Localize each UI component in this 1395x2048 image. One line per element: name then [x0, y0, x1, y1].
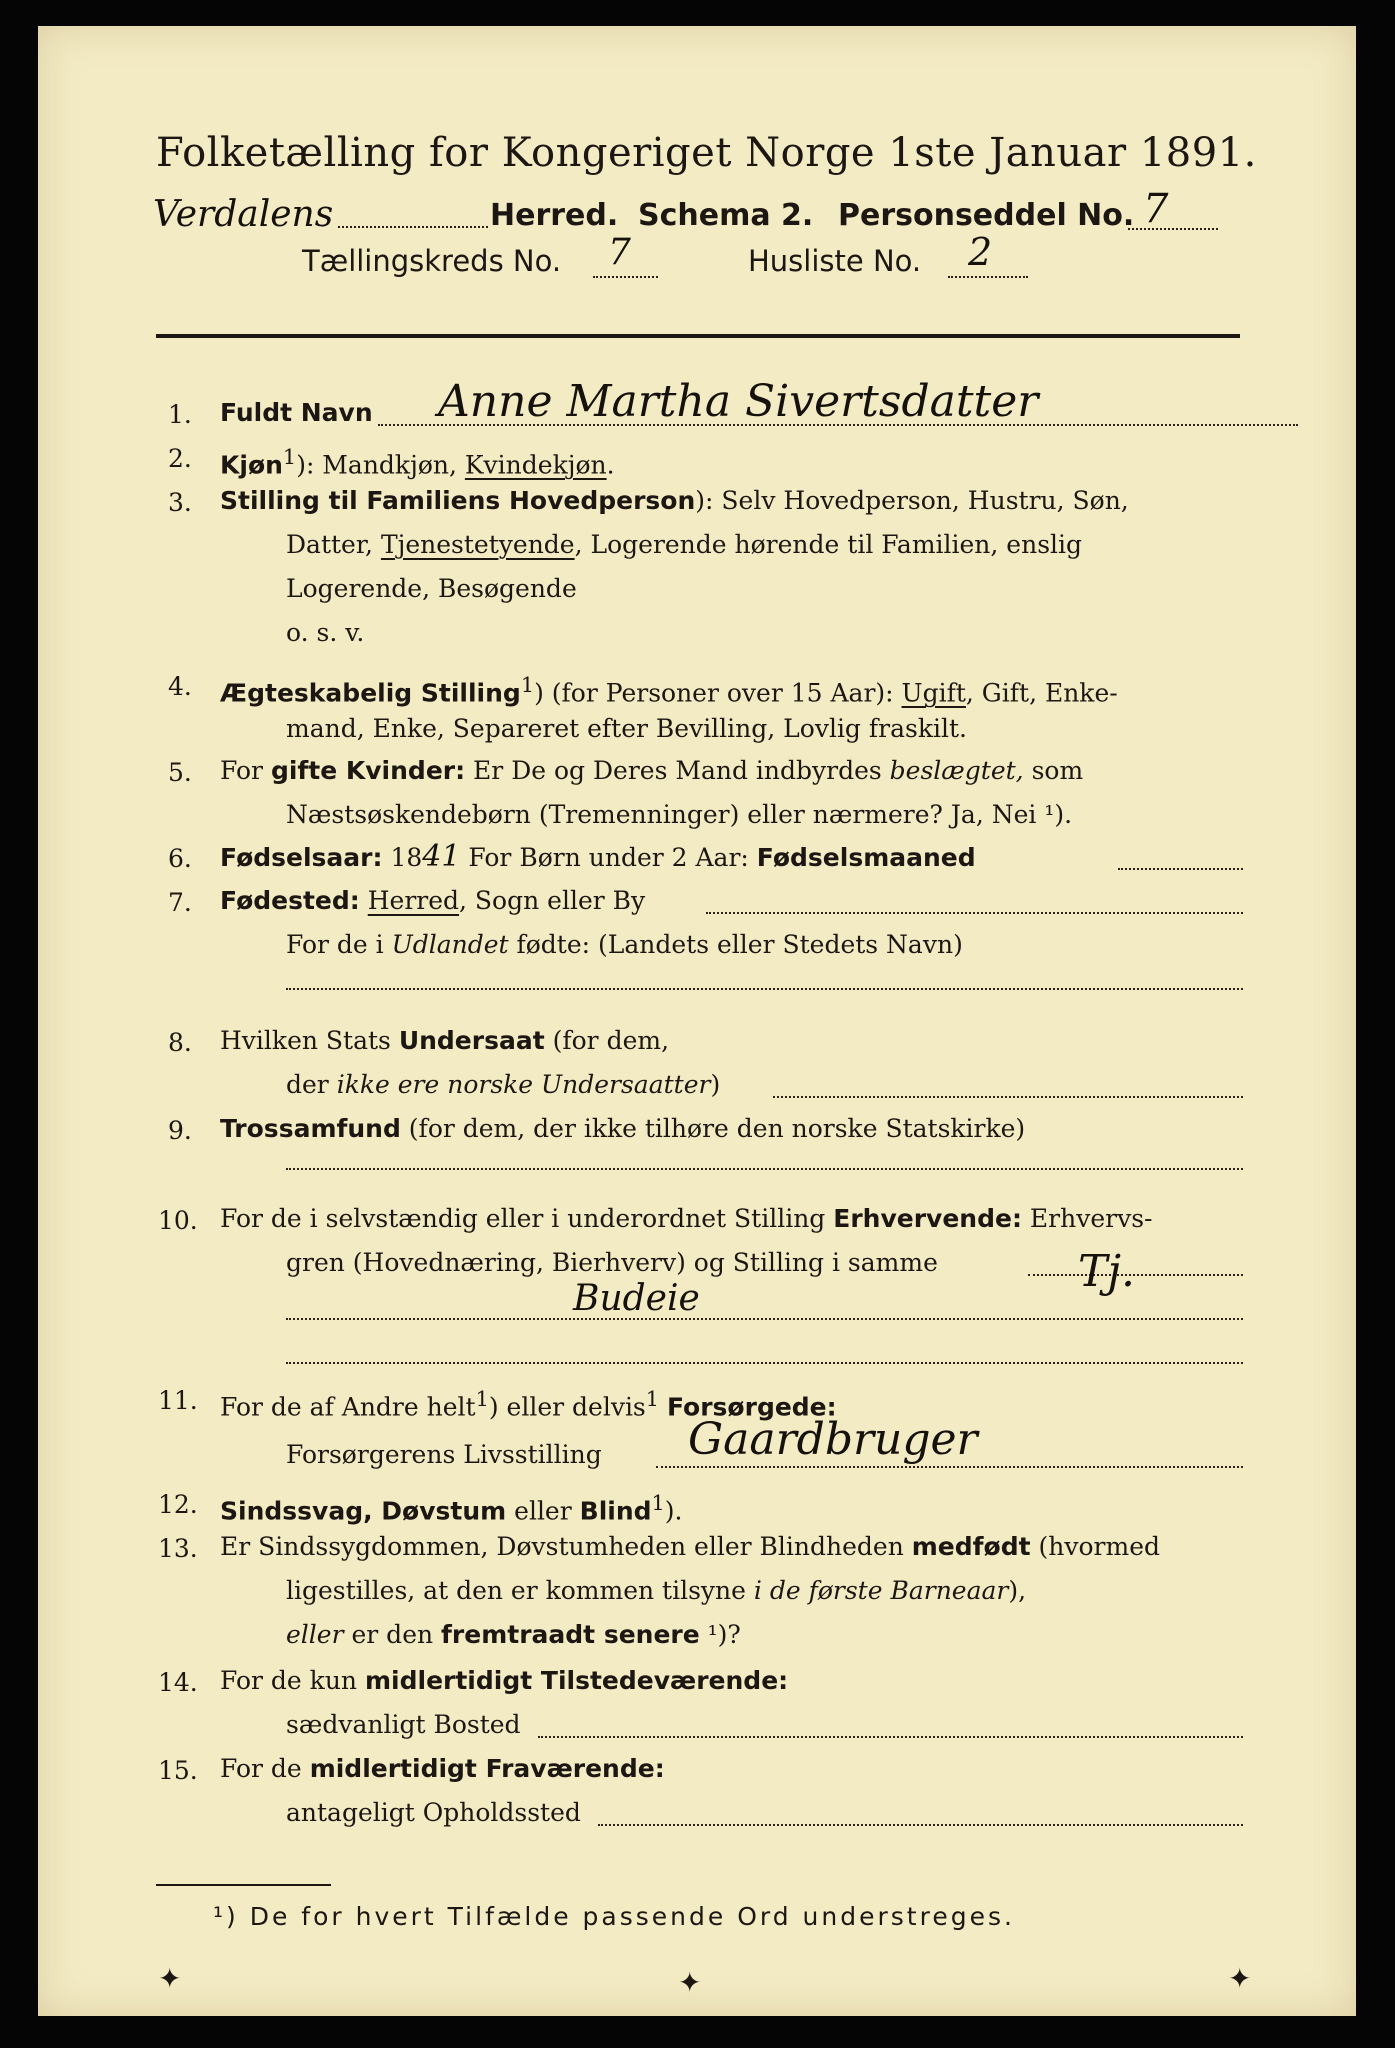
- item-2-underlined: Kvindekjøn: [464, 450, 607, 480]
- personseddel-label: Personseddel No.: [838, 198, 1135, 233]
- item-7-text2i: Udlandet: [391, 930, 509, 959]
- item-1-label: Fuldt Navn: [220, 398, 373, 427]
- item-14-dotline: [538, 1736, 1243, 1738]
- personseddel-value: 7: [1143, 186, 1169, 232]
- item-13-text3i: eller: [286, 1620, 344, 1649]
- item-10-dotline-2: [286, 1318, 1243, 1320]
- schema-label: Schema 2.: [638, 198, 814, 233]
- item-12-text: eller: [506, 1496, 580, 1526]
- item-4-underlined: Ugift: [901, 678, 966, 708]
- item-4-line-1: [220, 670, 1118, 708]
- footnote: ¹) De for hvert Tilfælde passende Ord understreges.: [213, 1902, 1015, 1931]
- item-12-end: ).: [664, 1496, 683, 1526]
- item-13-text3a: er den: [343, 1620, 442, 1649]
- item-7-text2a: For de i: [286, 930, 392, 959]
- item-2-sup: 1: [282, 445, 297, 469]
- item-1-value: Anne Martha Sivertsdatter: [438, 376, 1039, 427]
- item-10-dotline-3: [286, 1362, 1243, 1364]
- item-11-sup: 1: [475, 1387, 489, 1411]
- item-7-text2b: fødte: (Landets eller Stedets Navn): [508, 930, 963, 959]
- item-12-number: 12.: [158, 1490, 198, 1519]
- item-14-line-1: [220, 1666, 788, 1696]
- item-3-label: Stilling til Familiens Hovedperson: [220, 486, 696, 515]
- item-9-label: Trossamfund: [220, 1114, 401, 1143]
- item-10-value-1: Budeie: [573, 1278, 700, 1319]
- item-5-text1a: For: [220, 756, 271, 785]
- item-4-sup: 1: [520, 673, 535, 697]
- item-11-text1a: For de af Andre helt: [220, 1392, 476, 1422]
- item-10-value-2: Tj.: [1078, 1246, 1135, 1297]
- item-12-sup: 1: [651, 1491, 665, 1515]
- item-12-label2: Blind: [579, 1496, 652, 1526]
- item-15-line-1: [220, 1754, 665, 1784]
- item-8-text2b: ): [710, 1070, 721, 1099]
- item-15-number: 15.: [158, 1756, 198, 1785]
- item-6-number: 6.: [168, 844, 192, 873]
- item-4-line-2: mand, Enke, Separeret efter Bevilling, Lovlig fraskilt.: [286, 714, 967, 743]
- item-3-underlined: Tjenestetyende: [380, 530, 575, 559]
- item-2-number: 2.: [168, 444, 192, 473]
- item-3-line-3: Logerende, Besøgende: [286, 574, 577, 603]
- item-13-line-3: [286, 1620, 741, 1650]
- item-15-text1a: For de: [220, 1754, 310, 1783]
- herred-dotline: [338, 226, 488, 228]
- item-2-line: [220, 442, 615, 480]
- item-10-line-1: [220, 1204, 1152, 1234]
- item-6-prefix: 18: [382, 843, 423, 872]
- item-15-dotline: [598, 1824, 1243, 1826]
- corner-mark-right-icon: ✦: [1228, 1962, 1252, 1995]
- personseddel-dotline: [1128, 228, 1218, 230]
- item-10-line-2: gren (Hovednæring, Bierhverv) og Stilling i samme: [286, 1248, 938, 1277]
- item-7-dotline-1: [706, 912, 1243, 914]
- item-13-text1a: Er Sindssygdommen, Døvstumheden eller Blindheden: [220, 1532, 912, 1561]
- item-7-number: 7.: [168, 888, 192, 917]
- item-15-line-2: antageligt Opholdssted: [286, 1798, 581, 1827]
- item-5-text1b: Er De og Deres Mand indbyrdes: [465, 756, 890, 785]
- item-3-line-1: [220, 486, 1129, 516]
- item-11-line-2: Forsørgerens Livsstilling: [286, 1440, 602, 1469]
- item-9-text: (for dem, der ikke tilhøre den norske Statskirke): [400, 1114, 1026, 1143]
- item-6-dotline: [1118, 868, 1243, 870]
- item-11-label: Forsørgede:: [666, 1392, 837, 1422]
- item-2-text: ): Mandkjøn,: [296, 450, 465, 480]
- item-10-label: Erhvervende:: [833, 1204, 1022, 1233]
- herred-label: Herred.: [490, 198, 619, 233]
- item-3-text1: ): Selv Hovedperson, Hustru, Søn,: [695, 486, 1129, 515]
- item-10-text1a: For de i selvstændig eller i underordnet Stilling: [220, 1204, 834, 1233]
- item-5-text1c: som: [1023, 756, 1084, 785]
- item-13-text2i: i de første Barneaar: [753, 1576, 1009, 1605]
- item-10-dotline-1: [1028, 1274, 1243, 1276]
- item-8-number: 8.: [168, 1028, 192, 1057]
- item-11-text1b: ) eller delvis: [488, 1392, 646, 1422]
- item-9-number: 9.: [168, 1116, 192, 1145]
- item-6-label2: Fødselsmaaned: [756, 843, 976, 872]
- item-12-line: [220, 1488, 683, 1526]
- item-3-text2b: , Logerende hørende til Familien, enslig: [574, 530, 1083, 559]
- item-8-line-2: [286, 1070, 720, 1100]
- item-11-value: Gaardbruger: [688, 1414, 978, 1465]
- item-1-number: 1.: [168, 400, 192, 429]
- item-5-line-1: [220, 756, 1083, 786]
- item-8-line-1: [220, 1026, 669, 1056]
- item-13-text1b: (hvormed: [1030, 1532, 1160, 1561]
- item-12-label: Sindssvag, Døvstum: [220, 1496, 507, 1526]
- item-14-number: 14.: [158, 1668, 198, 1697]
- item-6-value: 41: [422, 839, 461, 874]
- item-15-label: midlertidigt Fraværende:: [309, 1754, 665, 1783]
- item-8-label: Undersaat: [398, 1026, 545, 1055]
- item-13-line-2: [286, 1576, 1026, 1606]
- item-11-sup-2: 1: [645, 1387, 660, 1411]
- item-10-number: 10.: [158, 1206, 198, 1235]
- item-4-text1a: ) (for Personer over 15 Aar):: [534, 678, 902, 708]
- item-10-text1b: Erhvervs-: [1021, 1204, 1153, 1233]
- item-14-line-2: sædvanligt Bosted: [286, 1710, 521, 1739]
- item-8-text2a: der: [286, 1070, 337, 1099]
- item-14-text1a: For de kun: [220, 1666, 365, 1695]
- item-7-text: , Sogn eller By: [459, 886, 646, 915]
- form-title: Folketælling for Kongeriget Norge 1ste Januar 1891.: [156, 130, 1257, 176]
- item-11-number: 11.: [158, 1386, 198, 1415]
- item-13-number: 13.: [158, 1534, 198, 1563]
- corner-mark-left-icon: ✦: [158, 1962, 182, 1995]
- item-13-label2: fremtraadt senere: [441, 1620, 700, 1649]
- item-9-line: [220, 1114, 1025, 1144]
- item-4-label: Ægteskabelig Stilling: [220, 678, 521, 708]
- item-4-text1b: , Gift, Enke-: [965, 678, 1118, 708]
- item-8-text1b: (for dem,: [544, 1026, 670, 1055]
- item-6-line: [220, 839, 976, 874]
- husliste-label: Husliste No.: [748, 244, 922, 278]
- item-13-text3b: ¹)?: [699, 1620, 741, 1649]
- item-14-label: midlertidigt Tilstedeværende:: [364, 1666, 789, 1695]
- item-2-end: .: [606, 450, 615, 480]
- kreds-value: 7: [608, 232, 631, 273]
- herred-value: Verdalens: [153, 194, 334, 235]
- item-11-dotline: [656, 1466, 1243, 1468]
- item-7-dotline-2: [286, 988, 1243, 990]
- item-5-label: gifte Kvinder:: [270, 756, 466, 785]
- item-5-text1i: beslægtet,: [889, 756, 1024, 785]
- item-2-label: Kjøn: [220, 450, 283, 480]
- item-7-label: Fødested:: [220, 886, 360, 915]
- census-form-sheet: [38, 26, 1356, 2016]
- header-rule: [156, 334, 1240, 338]
- item-5-line-2: Næstsøskendebørn (Tremenninger) eller nærmere? Ja, Nei ¹).: [286, 800, 1073, 829]
- item-8-text1a: Hvilken Stats: [220, 1026, 399, 1055]
- item-6-label: Fødselsaar:: [220, 843, 383, 872]
- item-13-line-1: [220, 1532, 1160, 1562]
- item-3-number: 3.: [168, 488, 192, 517]
- item-7-underlined: Herred: [367, 886, 460, 915]
- husliste-value: 2: [968, 230, 993, 274]
- item-3-line-4: o. s. v.: [286, 618, 365, 647]
- corner-mark-center-icon: ✦: [678, 1966, 702, 1999]
- item-5-number: 5.: [168, 758, 192, 787]
- item-4-number: 4.: [168, 672, 192, 701]
- item-6-text: For Børn under 2 Aar:: [460, 843, 757, 872]
- kreds-dotline: [593, 276, 658, 278]
- item-7-line-2: [286, 930, 963, 960]
- item-9-dotline: [286, 1168, 1243, 1170]
- item-8-dotline: [773, 1096, 1243, 1098]
- item-8-text2i: ikke ere norske Undersaatter: [336, 1070, 711, 1099]
- footnote-rule: [156, 1884, 331, 1886]
- item-3-line-2: [286, 530, 1082, 560]
- item-13-text2a: ligestilles, at den er kommen tilsyne: [286, 1576, 754, 1605]
- kreds-label: Tællingskreds No.: [302, 244, 562, 278]
- item-13-text2b: ),: [1008, 1576, 1027, 1605]
- item-3-text2a: Datter,: [286, 530, 381, 559]
- husliste-dotline: [948, 276, 1028, 278]
- item-13-label: medfødt: [911, 1532, 1031, 1561]
- item-7-line-1: [220, 886, 645, 916]
